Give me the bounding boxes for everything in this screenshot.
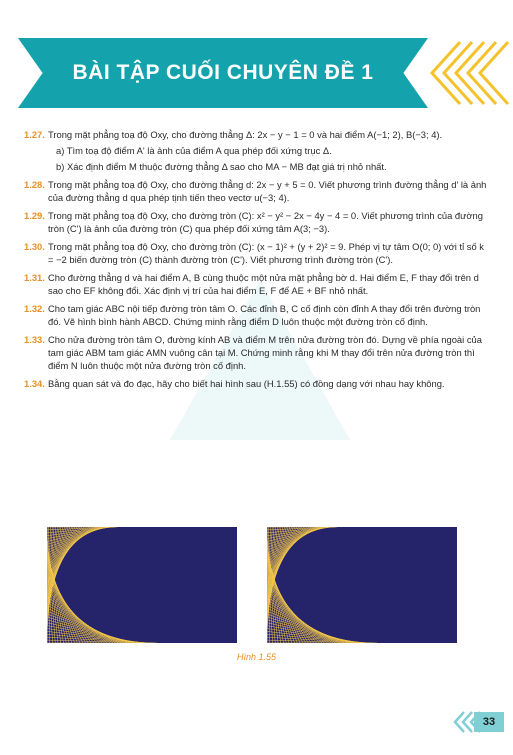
exercise-text: Trong mặt phẳng toạ độ Oxy, cho đường tròn (C): (x − 1)² + (y + 2)² = 9. Phép vị tự tâm O(0; 0) với tỉ số k = −2 biến đường tròn (C) thành đường tròn (C'). Viết phương trình đường tròn (C'). <box>48 241 484 265</box>
exercise-item <box>24 271 490 297</box>
exercise-number: 1.32. <box>24 303 45 314</box>
exercise-text: Trong mặt phẳng toạ độ Oxy, cho đường tròn (C): x² − y² − 2x − 4y − 4 = 0. Viết phương trình của đường tròn (C') là ảnh của đường tròn (C) qua phép đối xứng tâm A(3; −3). <box>48 210 483 234</box>
exercise-subpart: a) Tìm toạ độ điểm A' là ảnh của điểm A qua phép đối xứng trục Δ. <box>56 145 332 156</box>
exercise-subpart: b) Xác định điểm M thuộc đường thẳng Δ sao cho MA − MB đạt giá trị nhỏ nhất. <box>56 161 387 172</box>
chevron-decoration-icon <box>420 40 510 106</box>
exercise-text: Cho đường thẳng d và hai điểm A, B cùng thuộc một nửa mặt phẳng bờ d. Hai điểm E, F thay đổi trên d sao cho EF không đổi. Xác định vị trí của hai điểm E, F để AE + BF nhỏ nhất. <box>48 272 479 296</box>
figure-caption: Hình 1.55 <box>236 652 277 662</box>
exercise-item <box>24 209 490 235</box>
exercise-number: 1.27. <box>24 129 45 140</box>
exercise-text: Cho nửa đường tròn tâm O, đường kính AB và điểm M trên nửa đường tròn đó. Dựng về phía ngoài của tam giác ABM tam giác AMN vuông cân tại M. Chứng minh rằng khi M thay đổi trên nửa đường tròn thì điểm N luôn thuộc một nửa đường tròn cố định. <box>48 334 482 371</box>
page-title: BÀI TẬP CUỐI CHUYÊN ĐỀ 1 <box>72 61 374 84</box>
exercise-item <box>24 128 490 173</box>
exercise-item <box>24 240 490 266</box>
figure-pair <box>47 527 467 643</box>
exercise-list <box>24 128 490 395</box>
exercise-number: 1.29. <box>24 210 45 221</box>
exercise-item <box>24 377 490 390</box>
exercise-number: 1.31. <box>24 272 45 283</box>
exercise-text: Trong mặt phẳng toạ độ Oxy, cho đường thẳng d: 2x − y + 5 = 0. Viết phương trình đường thẳng d' là ảnh của đường thẳng d qua phép tịnh tiến theo vectơ u(−3; 4). <box>48 179 487 203</box>
exercise-text: Trong mặt phẳng toạ độ Oxy, cho đường thẳng Δ: 2x − y − 1 = 0 và hai điểm A(−1; 2), B(−3; 4). <box>48 129 443 140</box>
exercise-text: Cho tam giác ABC nội tiếp đường tròn tâm O. Các đỉnh B, C cố định còn đỉnh A thay đổi trên đường tròn đó. Vẽ hình bình hành ABCD. Chứng minh rằng điểm D luôn thuộc một đường tròn cố định. <box>48 303 481 327</box>
chapter-banner <box>18 38 428 108</box>
exercise-number: 1.33. <box>24 334 45 345</box>
exercise-item <box>24 302 490 328</box>
exercise-number: 1.30. <box>24 241 45 252</box>
exercise-text: Bằng quan sát và đo đạc, hãy cho biết hai hình sau (H.1.55) có đồng dạng với nhau hay không. <box>48 378 445 389</box>
exercise-item <box>24 333 490 372</box>
exercise-number: 1.34. <box>24 378 45 389</box>
figure-right-image <box>267 527 457 643</box>
exercise-number: 1.28. <box>24 179 45 190</box>
exercise-item <box>24 178 490 204</box>
page-number: 33 <box>474 712 504 732</box>
figure-left-image <box>47 527 237 643</box>
